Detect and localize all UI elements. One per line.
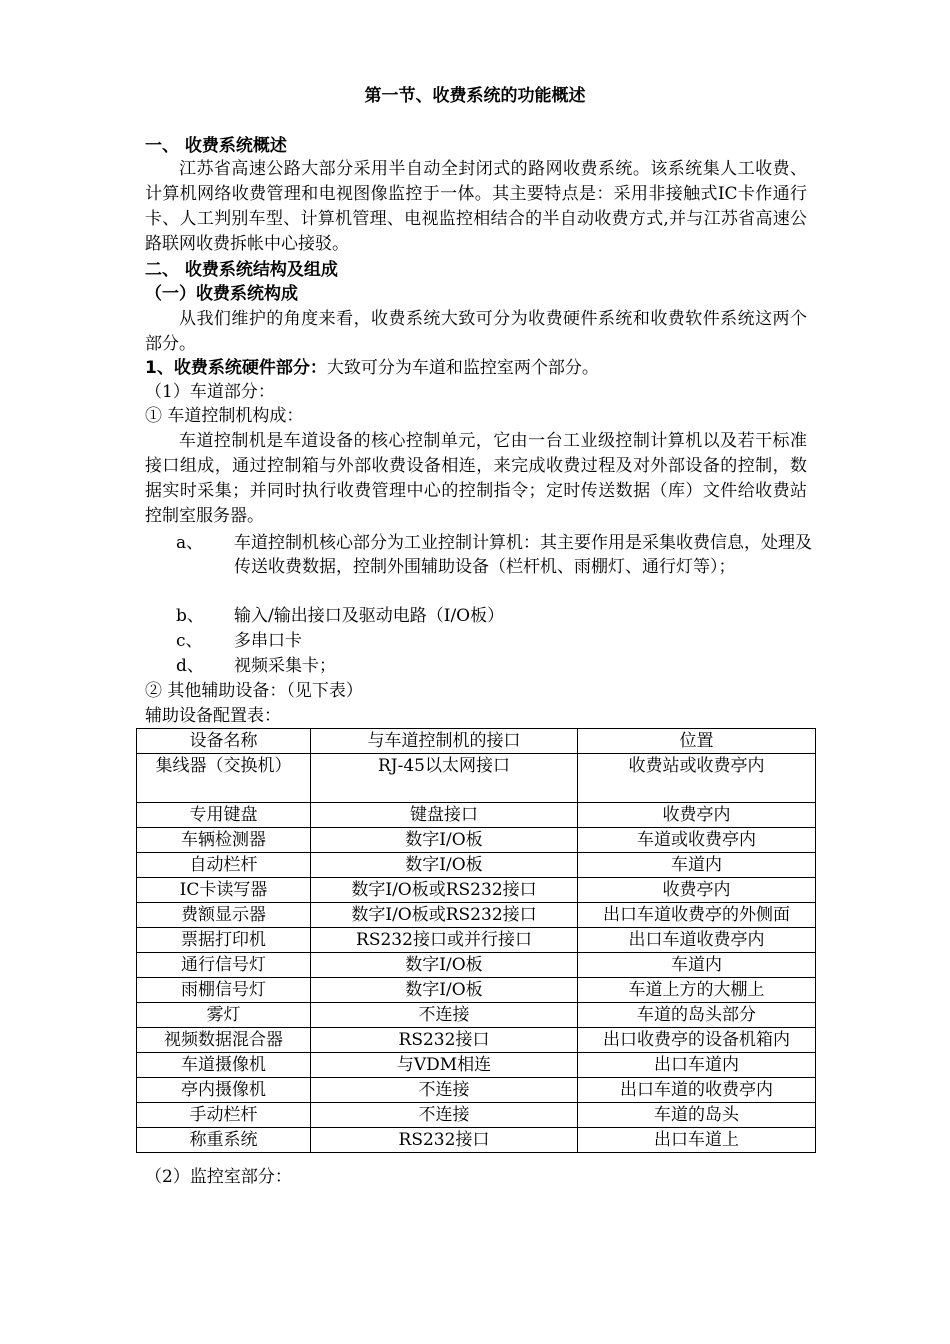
- hardware-label: 1、收费系统硬件部分：: [145, 358, 327, 378]
- table-cell: 数字I/O板或RS232接口: [311, 903, 578, 928]
- table-cell: IC卡读写器: [137, 878, 311, 903]
- section-2-heading: 二、 收费系统结构及组成: [145, 260, 338, 280]
- table-cell: RS232接口: [311, 1128, 578, 1153]
- table-cell: 车道内: [578, 853, 816, 878]
- table-cell: 不连接: [311, 1103, 578, 1128]
- table-cell: 收费站或收费亭内: [578, 754, 816, 803]
- table-cell: 数字I/O板: [311, 828, 578, 853]
- table-cell: 出口车道收费亭的外侧面: [578, 903, 816, 928]
- table-row: [137, 754, 816, 803]
- table-cell: 称重系统: [137, 1128, 311, 1153]
- table-cell: 数字I/O板: [311, 978, 578, 1003]
- page-title: 第一节、收费系统的功能概述: [364, 86, 586, 106]
- table-cell: 亭内摄像机: [137, 1078, 311, 1103]
- list-item: [176, 629, 302, 653]
- table-cell: 车道上方的大棚上: [578, 978, 816, 1003]
- table-cell: 出口车道收费亭内: [578, 928, 816, 953]
- lane-section-heading: （1）车道部分：: [145, 382, 275, 402]
- table-caption: 辅助设备配置表：: [145, 706, 281, 726]
- table-cell: 数字I/O板: [311, 853, 578, 878]
- section-2-subheading: （一）收费系统构成: [145, 284, 298, 304]
- table-row: [137, 828, 816, 853]
- table-cell: 票据打印机: [137, 928, 311, 953]
- table-cell: 费额显示器: [137, 903, 311, 928]
- table-row: [137, 1103, 816, 1128]
- table-row: [137, 953, 816, 978]
- table-cell: 出口车道上: [578, 1128, 816, 1153]
- table-cell: RJ-45以太网接口: [311, 754, 578, 803]
- table-cell: 出口车道的收费亭内: [578, 1078, 816, 1103]
- monitor-section-heading: （2）监控室部分：: [145, 1167, 292, 1187]
- list-marker: c、: [176, 631, 203, 651]
- table-row: [137, 1128, 816, 1153]
- table-cell: 不连接: [311, 1078, 578, 1103]
- table-cell: 键盘接口: [311, 803, 578, 828]
- list-marker: a、: [176, 533, 204, 553]
- list-item: [176, 604, 504, 628]
- table-cell: 车道的岛头部分: [578, 1003, 816, 1028]
- table-row: [137, 853, 816, 878]
- lane-controller-paragraph: 车道控制机是车道设备的核心控制单元，它由一台工业级控制计算机以及若干标准接口组成，通过控制箱与外部收费设备相连，来完成收费过程及对外部设备的控制，数据实时采集；并同时执行收费管理中心的控制指令；定时传送数据（库）文件给收费站控制室服务器。: [145, 431, 807, 526]
- aux-devices-heading: ② 其他辅助设备：（见下表）: [145, 681, 363, 701]
- table-cell: 不连接: [311, 1003, 578, 1028]
- table-row: [137, 1003, 816, 1028]
- table-cell: 与VDM相连: [311, 1053, 578, 1078]
- table-row: [137, 1053, 816, 1078]
- table-cell: 集线器（交换机）: [137, 754, 311, 803]
- table-cell: 通行信号灯: [137, 953, 311, 978]
- table-cell: 收费亭内: [578, 803, 816, 828]
- table-row: [137, 928, 816, 953]
- hardware-text: 大致可分为车道和监控室两个部分。: [326, 358, 599, 378]
- table-header-cell: 设备名称: [137, 729, 311, 754]
- table-cell: 出口收费亭的设备机箱内: [578, 1028, 816, 1053]
- table-header-cell: 与车道控制机的接口: [311, 729, 578, 754]
- table-cell: 车道或收费亭内: [578, 828, 816, 853]
- list-marker: d、: [176, 656, 204, 676]
- table-cell: 手动栏杆: [137, 1103, 311, 1128]
- table-row: [137, 903, 816, 928]
- aux-device-table: [136, 728, 816, 1153]
- table-cell: 车辆检测器: [137, 828, 311, 853]
- table-row: [137, 803, 816, 828]
- list-marker: b、: [176, 606, 204, 626]
- table-cell: 自动栏杆: [137, 853, 311, 878]
- table-cell: 视频数据混合器: [137, 1028, 311, 1053]
- list-text: 车道控制机核心部分为工业控制计算机：其主要作用是采集收费信息，处理及传送收费数据，控制外围辅助设备（栏杆机、雨棚灯、通行灯等）；: [234, 533, 812, 577]
- table-cell: 车道的岛头: [578, 1103, 816, 1128]
- list-item: [176, 531, 816, 579]
- list-item: [176, 654, 336, 678]
- list-text: 视频采集卡；: [234, 656, 336, 676]
- table-row: [137, 1028, 816, 1053]
- table-cell: 出口车道内: [578, 1053, 816, 1078]
- table-row: [137, 978, 816, 1003]
- table-cell: 雾灯: [137, 1003, 311, 1028]
- list-text: 输入/输出接口及驱动电路（I/O板）: [234, 606, 505, 626]
- table-cell: 收费亭内: [578, 878, 816, 903]
- table-cell: 雨棚信号灯: [137, 978, 311, 1003]
- table-cell: RS232接口: [311, 1028, 578, 1053]
- table-cell: RS232接口或并行接口: [311, 928, 578, 953]
- table-cell: 车道内: [578, 953, 816, 978]
- table-cell: 专用键盘: [137, 803, 311, 828]
- hardware-line: [145, 356, 599, 380]
- lane-controller-heading: ① 车道控制机构成：: [145, 406, 304, 426]
- section-1-paragraph: 江苏省高速公路大部分采用半自动全封闭式的路网收费系统。该系统集人工收费、计算机网络收费管理和电视图像监控于一体。其主要特点是：采用非接触式IC卡作通行卡、人工判别车型、计算机管理、电视监控相结合的半自动收费方式,并与江苏省高速公路联网收费拆帐中心接驳。: [145, 159, 807, 254]
- table-row: [137, 1078, 816, 1103]
- table-cell: 车道摄像机: [137, 1053, 311, 1078]
- table-cell: 数字I/O板或RS232接口: [311, 878, 578, 903]
- section-1-heading: 一、 收费系统概述: [145, 136, 287, 156]
- table-row: [137, 878, 816, 903]
- table-body: [137, 754, 816, 1153]
- table-header-row: [137, 729, 816, 754]
- section-2-paragraph: 从我们维护的角度来看，收费系统大致可分为收费硬件系统和收费软件系统这两个部分。: [145, 309, 807, 354]
- table-cell: 数字I/O板: [311, 953, 578, 978]
- list-text: 多串口卡: [234, 631, 302, 651]
- table-header-cell: 位置: [578, 729, 816, 754]
